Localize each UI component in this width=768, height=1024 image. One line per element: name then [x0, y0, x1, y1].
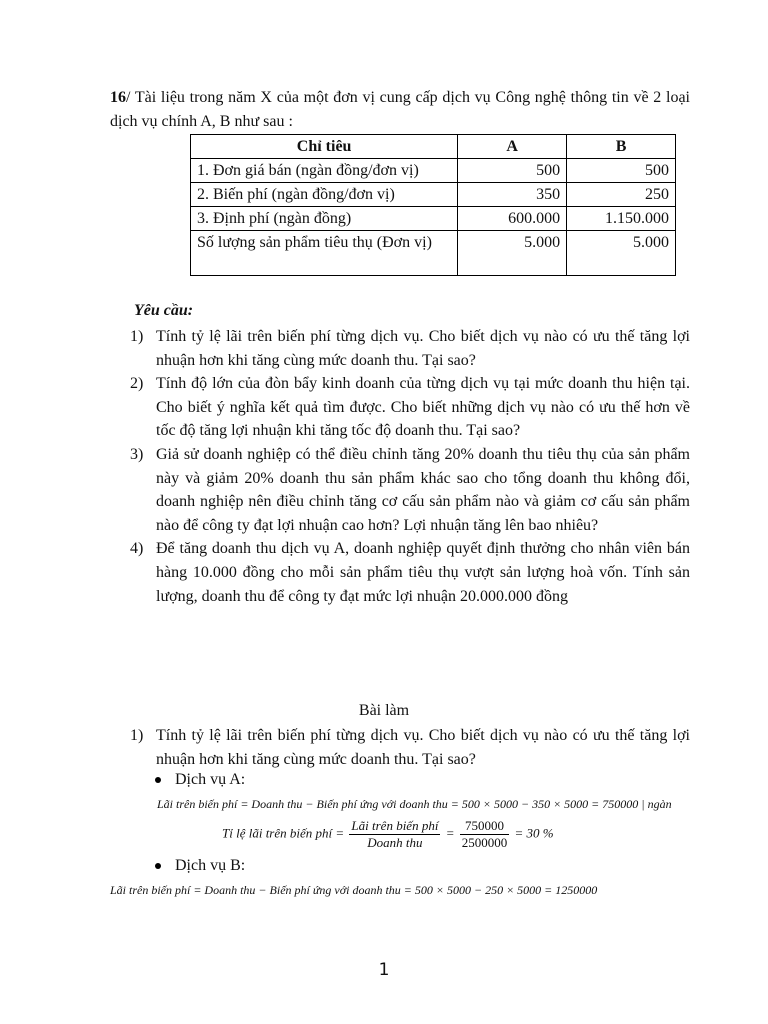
list-item-text: Tính tỷ lệ lãi trên biến phí từng dịch vụ. Cho biết dịch vụ nào có ưu thế tăng lợi nhuận hơn khi tăng cùng mức doanh thu. Tại sao?: [156, 727, 690, 768]
list-item-number: 1): [130, 727, 144, 744]
list-item-text: Để tăng doanh thu dịch vụ A, doanh nghiệp quyết định thưởng cho nhân viên bán hàng 10.000 đồng cho mỗi sản phẩm tiêu thụ vượt sản lượng hoà vốn. Tính sản lượng, doanh thu để công ty đạt mức lợi nhuận 20.000.000 đồng: [156, 540, 690, 605]
formula-ratio-label: Tỉ lệ lãi trên biến phí =: [222, 825, 345, 841]
fraction-denominator: Doanh thu: [367, 835, 423, 850]
table-cell-b: 500: [567, 159, 676, 183]
fraction-definition: [349, 818, 440, 851]
requirements-list: [130, 325, 690, 608]
table-header-row: [191, 135, 676, 159]
list-item-number: 3): [130, 445, 144, 463]
table-row: [191, 159, 676, 183]
list-item: [130, 325, 690, 372]
table-row: [191, 207, 676, 231]
list-item: [130, 443, 690, 537]
table-row: [191, 183, 676, 207]
fraction-numerator: Lãi trên biến phí: [351, 818, 439, 833]
formula-ratio-a: [222, 818, 554, 851]
fraction-numerator: 750000: [460, 818, 510, 835]
table-cell-label: 2. Biến phí (ngàn đồng/đơn vị): [191, 183, 458, 207]
service-data-table: [190, 134, 676, 276]
bullet-service-b: [155, 857, 245, 875]
bullet-label: Dịch vụ B:: [175, 857, 246, 874]
list-item-text: Giả sử doanh nghiệp có thể điều chỉnh tăng 20% doanh thu tiêu thụ của sản phẩm này và giảm 20% doanh thu sản phẩm khác sao cho tổng doanh thu không đổi, doanh nghiệp nên điều chỉnh tăng cơ cấu sản phẩm nào và giảm cơ cấu sản phẩm nào để công ty đạt lợi nhuận cao hơn? Lợi nhuận tăng lên bao nhiêu?: [156, 445, 690, 534]
table-cell-label: 3. Định phí (ngàn đồng): [191, 207, 458, 231]
formula-result: = 30 %: [514, 825, 554, 841]
table-cell-a: 500: [458, 159, 567, 183]
table-cell-a: 350: [458, 183, 567, 207]
list-item-number: 1): [130, 328, 144, 345]
list-item-number: 2): [130, 375, 144, 393]
formula-profit-b: Lãi trên biến phí = Doanh thu − Biến phí ứng với doanh thu = 500 × 5000 − 250 × 5000 = 1250000: [110, 883, 598, 897]
bullet-label: Dịch vụ A:: [175, 771, 246, 788]
table-cell-a: 600.000: [458, 207, 567, 231]
formula-profit-a: Lãi trên biến phí = Doanh thu − Biến phí ứng với doanh thu = 500 × 5000 − 350 × 5000 = 750000 | ngàn: [157, 797, 672, 811]
table-cell-label: Số lượng sản phẩm tiêu thụ (Đơn vị): [191, 231, 458, 276]
table-header-b: B: [567, 135, 676, 159]
bullet-icon: [155, 863, 161, 869]
solution-title: Bài làm: [358, 702, 410, 719]
table-cell-a: 5.000: [458, 231, 567, 276]
fraction-values: [460, 818, 510, 851]
problem-intro: [110, 86, 690, 134]
bullet-service-a: [155, 771, 245, 789]
equals-sign: =: [445, 825, 455, 841]
table-cell-b: 250: [567, 183, 676, 207]
table-row: [191, 231, 676, 276]
list-item-text: Tính tỷ lệ lãi trên biến phí từng dịch vụ. Cho biết dịch vụ nào có ưu thế tăng lợi nhuận hơn khi tăng cùng mức doanh thu. Tại sao?: [156, 328, 690, 369]
list-item-text: Tính độ lớn của đòn bẩy kinh doanh của từng dịch vụ tại mức doanh thu hiện tại. Cho biết ý nghĩa kết quả tìm được. Cho biết những dịch vụ nào có ưu thế hơn về tốc độ tăng lợi nhuận khi tăng tốc độ doanh thu. Tại sao?: [156, 375, 690, 440]
list-item-number: 4): [130, 540, 144, 558]
solution-list: [130, 724, 690, 771]
list-item: [130, 372, 690, 443]
bullet-icon: [155, 777, 161, 783]
problem-intro-text: / Tài liệu trong năm X của một đơn vị cung cấp dịch vụ Công nghệ thông tin về 2 loại dịch vụ chính A, B như sau :: [110, 89, 690, 130]
page-number: 1: [378, 960, 390, 980]
requirements-title: Yêu cầu:: [134, 302, 194, 319]
table-cell-b: 5.000: [567, 231, 676, 276]
list-item: [130, 724, 690, 771]
table-header-a: A: [458, 135, 567, 159]
list-item: [130, 537, 690, 608]
fraction-denominator: 2500000: [461, 835, 508, 850]
table-cell-b: 1.150.000: [567, 207, 676, 231]
table-cell-label: 1. Đơn giá bán (ngàn đồng/đơn vị): [191, 159, 458, 183]
problem-number: 16: [110, 89, 126, 106]
table-header-indicator: Chỉ tiêu: [191, 135, 458, 159]
